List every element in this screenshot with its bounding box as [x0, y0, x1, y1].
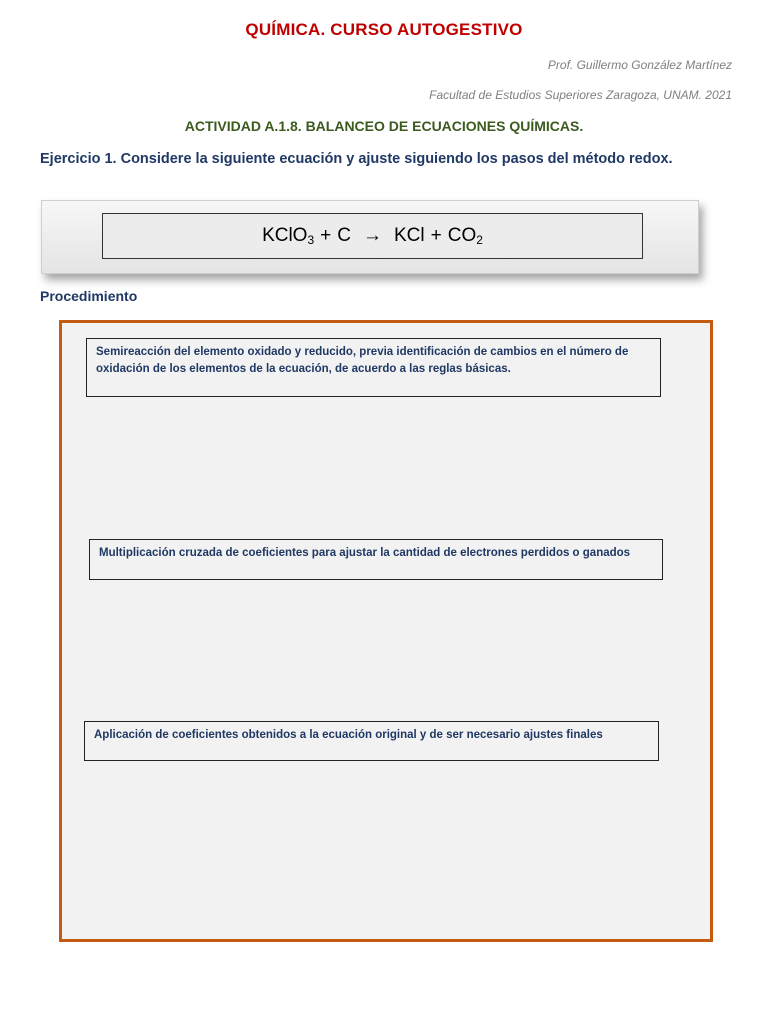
document-title: QUÍMICA. CURSO AUTOGESTIVO	[245, 20, 523, 39]
exercise-statement: Ejercicio 1. Considere la siguiente ecuación y ajuste siguiendo los pasos del método redox.	[40, 151, 673, 167]
chemical-equation	[102, 213, 643, 259]
step-box-semireaction: Semireacción del elemento oxidado y reducido, previa identificación de cambios en el número de oxidación de los elementos de la ecuación, de acuerdo a las reglas básicas.	[86, 338, 661, 397]
author-line: Prof. Guillermo González Martínez	[547, 58, 732, 72]
faculty-line: Facultad de Estudios Superiores Zaragoza, UNAM. 2021	[429, 88, 732, 102]
plus-sign: +	[320, 225, 332, 246]
reactant-kclo3: KClO$_3$	[262, 225, 315, 247]
reaction-arrow-icon: →	[363, 225, 382, 246]
step-box-cross-multiplication: Multiplicación cruzada de coeficientes para ajustar la cantidad de electrones perdidos o ganados	[89, 539, 663, 580]
plus-sign: +	[430, 225, 442, 246]
activity-title: ACTIVIDAD A.1.8. BALANCEO DE ECUACIONES QUÍMICAS.	[184, 118, 584, 134]
reactant-c: C	[337, 225, 351, 246]
step-box-apply-coefficients: Aplicación de coeficientes obtenidos a la ecuación original y de ser necesario ajustes finales	[84, 721, 659, 761]
product-co2: $CO_2$	[447, 225, 483, 247]
procedure-label: Procedimiento	[40, 288, 138, 304]
procedure-frame	[59, 320, 713, 942]
product-kcl: KCl	[394, 225, 425, 246]
